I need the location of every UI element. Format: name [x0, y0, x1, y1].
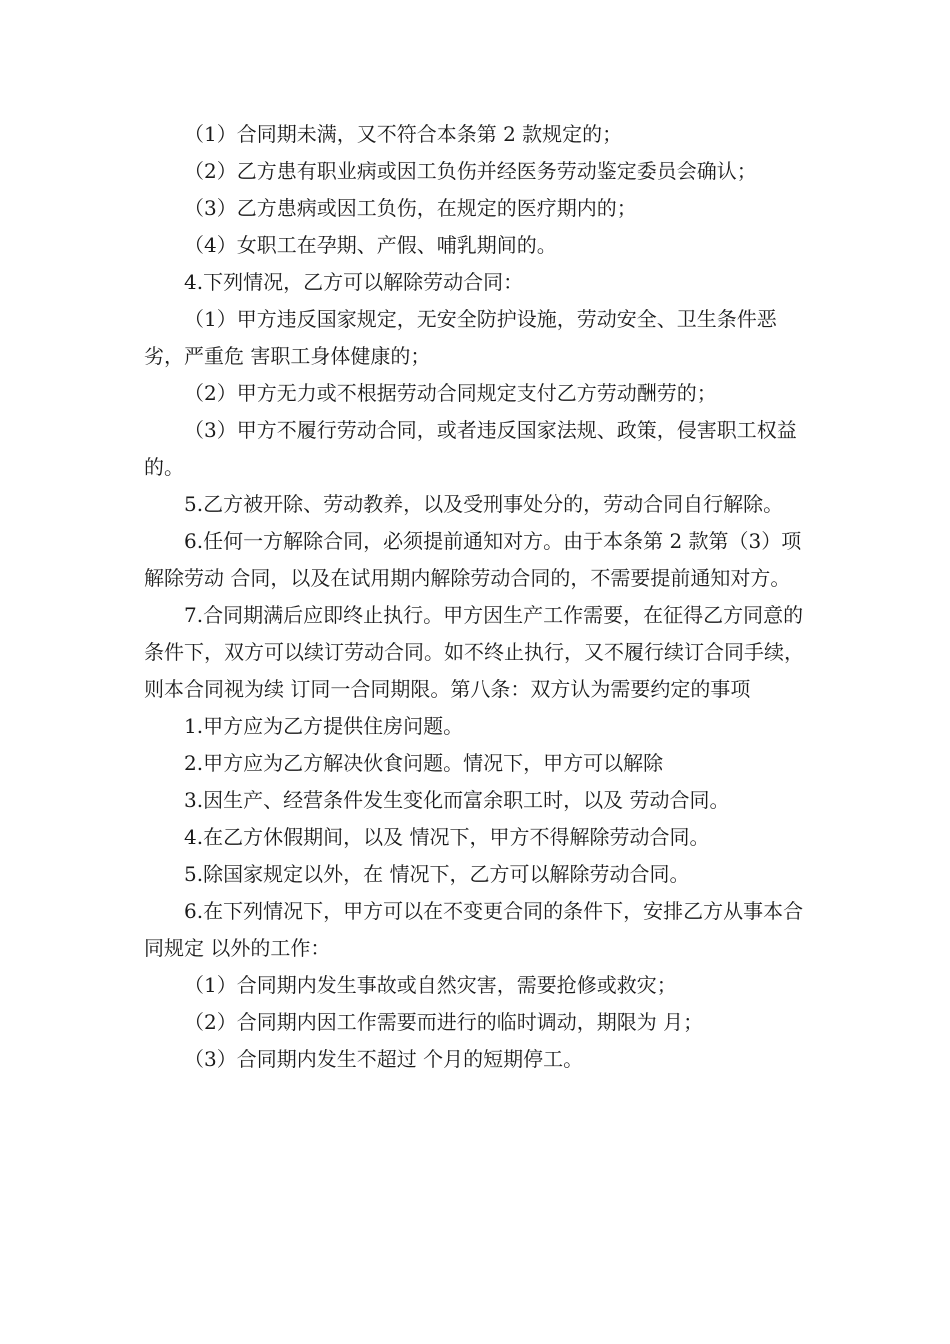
paragraph-11: 7.合同期满后应即终止执行。甲方因生产工作需要，在征得乙方同意的条件下，双方可以续订劳动合同。如不终止执行，又不履行续订合同手续，则本合同视为续 订同一合同期限。第八条：双方认为需要约定的事项: [144, 603, 804, 701]
paragraph-16: 5.除国家规定以外，在 情况下，乙方可以解除劳动合同。: [184, 862, 690, 886]
paragraph-14: 3.因生产、经营条件发生变化而富余职工时，以及 劳动合同。: [184, 788, 730, 812]
paragraph-13: 2.甲方应为乙方解决伙食问题。情况下，甲方可以解除: [184, 751, 664, 775]
paragraph-18: （1）合同期内发生事故或自然灾害，需要抢修或救灾；: [184, 973, 677, 997]
paragraph-4: （4）女职工在孕期、产假、哺乳期间的。: [184, 233, 557, 257]
paragraph-10: 6.任何一方解除合同，必须提前通知对方。由于本条第 2 款第（3）项解除劳动 合同，以及在试用期内解除劳动合同的，不需要提前通知对方。: [144, 529, 802, 590]
paragraph-5: 4.下列情况，乙方可以解除劳动合同：: [184, 270, 524, 294]
paragraph-1: （1）合同期未满，又不符合本条第 2 款规定的；: [184, 122, 623, 146]
paragraph-20: （3）合同期内发生不超过 个月的短期停工。: [184, 1047, 584, 1071]
paragraph-3: （3）乙方患病或因工负伤，在规定的医疗期内的；: [184, 196, 637, 220]
paragraph-17: 6.在下列情况下，甲方可以在不变更合同的条件下，安排乙方从事本合同规定 以外的工作：: [144, 899, 804, 960]
paragraph-12: 1.甲方应为乙方提供住房问题。: [184, 714, 464, 738]
paragraph-6: （1）甲方违反国家规定，无安全防护设施，劳动安全、卫生条件恶劣，严重危 害职工身体健康的；: [144, 307, 777, 368]
paragraph-8: （3）甲方不履行劳动合同，或者违反国家法规、政策，侵害职工权益的。: [144, 418, 797, 479]
paragraph-15: 4.在乙方休假期间，以及 情况下，甲方不得解除劳动合同。: [184, 825, 710, 849]
document-body: [144, 116, 808, 1078]
paragraph-19: （2）合同期内因工作需要而进行的临时调动，期限为 月；: [184, 1010, 704, 1034]
paragraph-7: （2）甲方无力或不根据劳动合同规定支付乙方劳动酬劳的；: [184, 381, 717, 405]
paragraph-9: 5.乙方被开除、劳动教养，以及受刑事处分的，劳动合同自行解除。: [184, 492, 784, 516]
paragraph-2: （2）乙方患有职业病或因工负伤并经医务劳动鉴定委员会确认；: [184, 159, 757, 183]
